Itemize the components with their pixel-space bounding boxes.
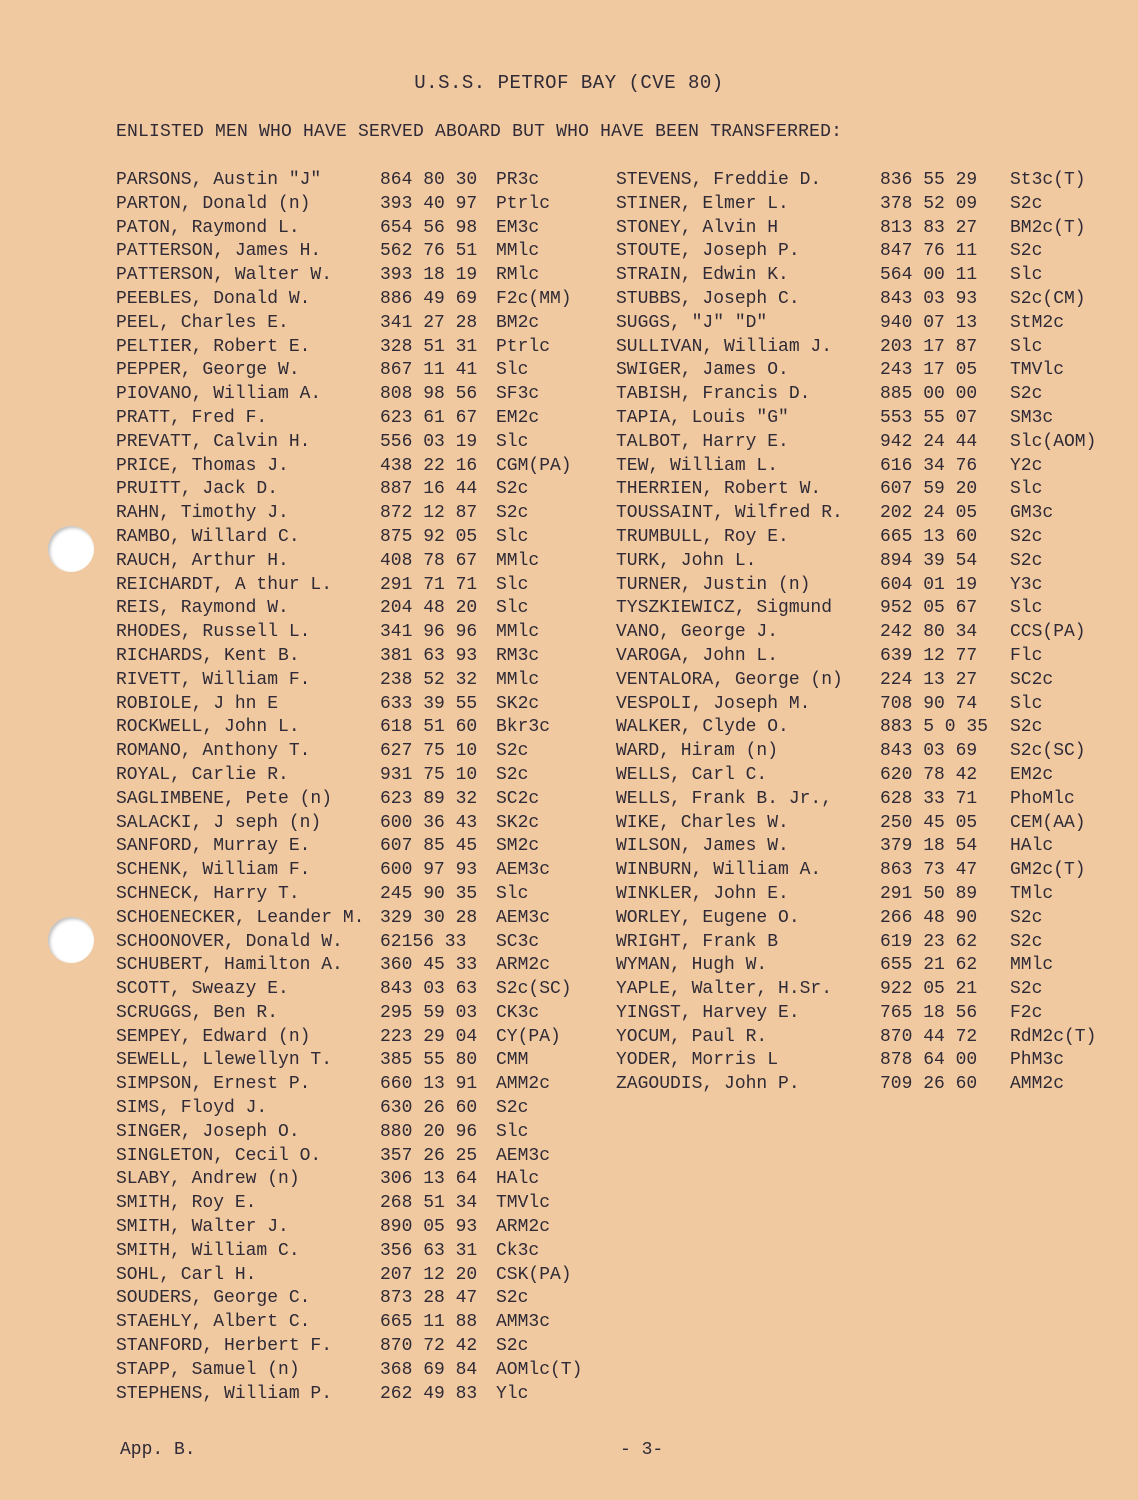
service-number: 618 51 60 [380,717,478,738]
sailor-name: RIVETT, William F. [116,669,311,690]
rate: Ylc [496,1383,529,1404]
service-number: 620 78 42 [880,764,978,785]
service-number: 630 26 60 [380,1098,478,1119]
sailor-name: SCRUGGS, Ben R. [116,1002,279,1023]
rate: Ptrlc [496,193,551,214]
service-number: 564 00 11 [880,265,978,286]
rate: F2c [1010,1002,1043,1023]
service-number: 379 18 54 [880,836,978,857]
service-number: 870 44 72 [880,1026,978,1047]
rate: EM2c [1010,764,1054,785]
rate: HAlc [1010,836,1054,857]
service-number: 242 80 34 [880,622,978,643]
sailor-name: SUGGS, "J" "D" [616,312,768,333]
rate: Ck3c [496,1240,540,1261]
service-number: 878 64 00 [880,1050,978,1071]
sailor-name: PELTIER, Robert E. [116,336,311,357]
sailor-name: YINGST, Harvey E. [616,1002,800,1023]
rate: Y2c [1010,455,1043,476]
rate: AMM2c [1010,1074,1065,1095]
service-number: 438 22 16 [380,455,478,476]
rate: S2c [1010,907,1043,928]
service-number: 378 52 09 [880,193,978,214]
rate: S2c [496,764,529,785]
service-number: 870 72 42 [380,1336,478,1357]
service-number: 245 90 35 [380,883,478,904]
service-number: 381 63 93 [380,645,478,666]
service-number: 639 12 77 [880,645,978,666]
rate: MMlc [496,669,540,690]
service-number: 765 18 56 [880,1002,978,1023]
service-number: 368 69 84 [380,1359,478,1380]
service-number: 890 05 93 [380,1217,478,1238]
sailor-name: SCHNECK, Harry T. [116,883,300,904]
sailor-name: PARSONS, Austin "J" [116,170,322,190]
rate: CSK(PA) [496,1264,572,1285]
service-number: 836 55 29 [880,170,978,190]
sailor-name: SIMS, Floyd J. [116,1098,268,1119]
rate: Slc [496,431,529,452]
sailor-name: SOHL, Carl H. [116,1264,257,1285]
service-number: 204 48 20 [380,598,478,619]
rate: MMlc [496,241,540,262]
rate: ARM2c [496,1217,551,1238]
rate: S2c(CM) [1010,288,1086,309]
rate: Slc(AOM) [1010,431,1097,452]
service-number: 623 89 32 [380,788,478,809]
service-number: 886 49 69 [380,288,478,309]
service-number: 224 13 27 [880,669,978,690]
page-subtitle: ENLISTED MEN WHO HAVE SERVED ABOARD BUT WHO HAVE BEEN TRANSFERRED: [116,122,843,142]
rate: PhoMlc [1010,788,1075,809]
rate: Slc [1010,336,1043,357]
sailor-name: STUBBS, Joseph C. [616,288,800,309]
service-number: 709 26 60 [880,1074,978,1095]
sailor-name: PEPPER, George W. [116,360,300,381]
sailor-name: SCHOONOVER, Donald W. [116,931,343,952]
rate: Slc [496,360,529,381]
service-number: 600 97 93 [380,860,478,881]
sailor-name: TOUSSAINT, Wilfred R. [616,503,843,524]
rate: Slc [1010,479,1043,500]
rate: PhM3c [1010,1050,1065,1071]
rate: CCS(PA) [1010,622,1086,643]
sailor-name: SCHUBERT, Hamilton A. [116,955,343,976]
service-number: 633 39 55 [380,693,478,714]
rate: SM3c [1010,407,1054,428]
sailor-name: SCHOENECKER, Leander M. [116,907,365,928]
sailor-name: PEEL, Charles E. [116,312,289,333]
rate: BM2c(T) [1010,217,1086,238]
service-number: 223 29 04 [380,1026,478,1047]
sailor-name: STAEHLY, Albert C. [116,1312,311,1333]
service-number: 616 34 76 [880,455,978,476]
rate: HAlc [496,1169,540,1190]
rate: RM3c [496,645,540,666]
sailor-name: SLABY, Andrew (n) [116,1169,300,1190]
sailor-name: WINKLER, John E. [616,883,789,904]
service-number: 306 13 64 [380,1169,478,1190]
service-number: 393 40 97 [380,193,478,214]
service-number: 243 17 05 [880,360,978,381]
sailor-name: RHODES, Russell L. [116,622,311,643]
service-number: 654 56 98 [380,217,478,238]
service-number: 922 05 21 [880,979,978,1000]
sailor-name: PRUITT, Jack D. [116,479,279,500]
service-number: 607 59 20 [880,479,978,500]
sailor-name: SAGLIMBENE, Pete (n) [116,788,333,809]
rate: RdM2c(T) [1010,1026,1097,1047]
service-number: 843 03 63 [380,979,478,1000]
service-number: 553 55 07 [880,407,978,428]
service-number: 665 13 60 [880,526,978,547]
sailor-name: WELLS, Carl C. [616,764,768,785]
rate: SK2c [496,693,540,714]
rate: S2c [1010,384,1043,405]
sailor-name: ROCKWELL, John L. [116,717,300,738]
rate: Bkr3c [496,717,551,738]
service-number: 341 96 96 [380,622,478,643]
rate: EM2c [496,407,540,428]
sailor-name: SCOTT, Sweazy E. [116,979,289,1000]
service-number: 262 49 83 [380,1383,478,1404]
sailor-name: YODER, Morris L [616,1050,779,1071]
rate: TMVlc [496,1193,551,1214]
rate: AMM3c [496,1312,551,1333]
rate: S2c(SC) [496,979,572,1000]
service-number: 885 00 00 [880,384,978,405]
sailor-name: STEPHENS, William P. [116,1383,333,1404]
rate: Slc [1010,693,1043,714]
service-number: 708 90 74 [880,693,978,714]
rate: S2c [1010,193,1043,214]
sailor-name: WALKER, Clyde O. [616,717,789,738]
rate: S2c [496,1098,529,1119]
rate: SM2c [496,836,540,857]
service-number: 207 12 20 [380,1264,478,1285]
appendix-label: App. B. [120,1440,196,1460]
rate: Slc [1010,265,1043,286]
service-number: 250 45 05 [880,812,978,833]
service-number: 883 5 0 35 [880,717,989,738]
sailor-name: SMITH, William C. [116,1240,300,1261]
punch-hole [48,917,94,963]
service-number: 808 98 56 [380,384,478,405]
rate: PR3c [496,170,540,190]
sailor-name: WILSON, James W. [616,836,789,857]
sailor-name: TURNER, Justin (n) [616,574,811,595]
rate: Slc [1010,598,1043,619]
sailor-name: SINGLETON, Cecil O. [116,1145,322,1166]
sailor-name: THERRIEN, Robert W. [616,479,822,500]
service-number: 357 26 25 [380,1145,478,1166]
sailor-name: STONEY, Alvin H [616,217,779,238]
sailor-name: TURK, John L. [616,550,757,571]
rate: S2c [496,1336,529,1357]
sailor-name: REIS, Raymond W. [116,598,289,619]
service-number: 356 63 31 [380,1240,478,1261]
sailor-name: VANO, George J. [616,622,779,643]
service-number: 843 03 69 [880,741,978,762]
service-number: 867 11 41 [380,360,478,381]
rate: MMlc [496,622,540,643]
rate: SK2c [496,812,540,833]
service-number: 931 75 10 [380,764,478,785]
service-number: 341 27 28 [380,312,478,333]
rate: S2c [1010,931,1043,952]
sailor-name: ROMANO, Anthony T. [116,741,311,762]
sailor-name: SIMPSON, Ernest P. [116,1074,311,1095]
service-number: 655 21 62 [880,955,978,976]
rate: TMlc [1010,883,1054,904]
service-number: 408 78 67 [380,550,478,571]
service-number: 813 83 27 [880,217,978,238]
rate: SF3c [496,384,540,405]
service-number: 952 05 67 [880,598,978,619]
rate: SC2c [1010,669,1054,690]
sailor-name: PATTERSON, Walter W. [116,265,333,286]
sailor-name: TAPIA, Louis "G" [616,407,789,428]
rate: MMlc [496,550,540,571]
sailor-name: PRICE, Thomas J. [116,455,289,476]
sailor-name: STAPP, Samuel (n) [116,1359,300,1380]
service-number: 843 03 93 [880,288,978,309]
rate: S2c [496,503,529,524]
sailor-name: TALBOT, Harry E. [616,431,789,452]
sailor-name: SWIGER, James O. [616,360,789,381]
rate: CK3c [496,1002,540,1023]
rate: Ptrlc [496,336,551,357]
sailor-name: PIOVANO, William A. [116,384,322,405]
sailor-name: SINGER, Joseph O. [116,1121,300,1142]
service-number: 203 17 87 [880,336,978,357]
service-number: 665 11 88 [380,1312,478,1333]
sailor-name: STEVENS, Freddie D. [616,170,822,190]
rate: St3c(T) [1010,170,1086,190]
service-number: 940 07 13 [880,312,978,333]
rate: Slc [496,526,529,547]
sailor-name: REICHARDT, A thur L. [116,574,333,595]
service-number: 329 30 28 [380,907,478,928]
sailor-name: TABISH, Francis D. [616,384,811,405]
service-number: 62156 33 [380,931,467,952]
service-number: 660 13 91 [380,1074,478,1095]
rate: CMM [496,1050,529,1071]
rate: Slc [496,574,529,595]
sailor-name: STOUTE, Joseph P. [616,241,800,262]
page-title: U.S.S. PETROF BAY (CVE 80) [414,72,724,94]
rate: StM2c [1010,312,1065,333]
rate: GM3c [1010,503,1054,524]
service-number: 295 59 03 [380,1002,478,1023]
service-number: 628 33 71 [880,788,978,809]
page-number: - 3- [620,1440,664,1460]
sailor-name: RAUCH, Arthur H. [116,550,289,571]
rate: RMlc [496,265,540,286]
service-number: 291 50 89 [880,883,978,904]
sailor-name: RAHN, Timothy J. [116,503,289,524]
service-number: 202 24 05 [880,503,978,524]
sailor-name: STRAIN, Edwin K. [616,265,789,286]
punch-hole [48,526,94,572]
service-number: 600 36 43 [380,812,478,833]
sailor-name: SANFORD, Murray E. [116,836,311,857]
service-number: 942 24 44 [880,431,978,452]
service-number: 604 01 19 [880,574,978,595]
service-number: 238 52 32 [380,669,478,690]
sailor-name: VENTALORA, George (n) [616,669,843,690]
sailor-name: SALACKI, J seph (n) [116,812,322,833]
sailor-name: TEW, William L. [616,455,779,476]
service-number: 268 51 34 [380,1193,478,1214]
sailor-name: RICHARDS, Kent B. [116,645,300,666]
sailor-name: VAROGA, John L. [616,645,779,666]
rate: S2c [1010,550,1043,571]
service-number: 627 75 10 [380,741,478,762]
rate: S2c [1010,979,1043,1000]
service-number: 360 45 33 [380,955,478,976]
rate: S2c [1010,526,1043,547]
sailor-name: TYSZKIEWICZ, Sigmund [616,598,833,619]
service-number: 887 16 44 [380,479,478,500]
sailor-name: SEWELL, Llewellyn T. [116,1050,333,1071]
sailor-name: STANFORD, Herbert F. [116,1336,333,1357]
rate: S2c [496,1288,529,1309]
service-number: 291 71 71 [380,574,478,595]
sailor-name: WYMAN, Hugh W. [616,955,768,976]
rate: S2c [496,479,529,500]
rate: GM2c(T) [1010,860,1086,881]
service-number: 880 20 96 [380,1121,478,1142]
rate: AMM2c [496,1074,551,1095]
rate: CEM(AA) [1010,812,1086,833]
sailor-name: RAMBO, Willard C. [116,526,300,547]
service-number: 266 48 90 [880,907,978,928]
rate: Slc [496,598,529,619]
rate: SC3c [496,931,540,952]
sailor-name: PARTON, Donald (n) [116,193,311,214]
service-number: 864 80 30 [380,170,478,190]
sailor-name: SCHENK, William F. [116,860,311,881]
sailor-name: WARD, Hiram (n) [616,741,779,762]
sailor-name: WIKE, Charles W. [616,812,789,833]
rate: ARM2c [496,955,551,976]
sailor-name: PRATT, Fred F. [116,407,268,428]
service-number: 894 39 54 [880,550,978,571]
rate: F2c(MM) [496,288,572,309]
service-number: 562 76 51 [380,241,478,262]
service-number: 619 23 62 [880,931,978,952]
service-number: 328 51 31 [380,336,478,357]
service-number: 556 03 19 [380,431,478,452]
rate: BM2c [496,312,540,333]
rate: AEM3c [496,860,551,881]
rate: Slc [496,883,529,904]
rate: CGM(PA) [496,455,572,476]
service-number: 863 73 47 [880,860,978,881]
sailor-name: TRUMBULL, Roy E. [616,526,789,547]
sailor-name: WRIGHT, Frank B [616,931,779,952]
service-number: 623 61 67 [380,407,478,428]
sailor-name: SMITH, Walter J. [116,1217,289,1238]
sailor-name: PATTERSON, James H. [116,241,322,262]
service-number: 872 12 87 [380,503,478,524]
sailor-name: PEEBLES, Donald W. [116,288,311,309]
sailor-name: PATON, Raymond L. [116,217,300,238]
sailor-name: ROYAL, Carlie R. [116,764,289,785]
sailor-name: WORLEY, Eugene O. [616,907,800,928]
rate: S2c [1010,717,1043,738]
sailor-name: SMITH, Roy E. [116,1193,257,1214]
rate: CY(PA) [496,1026,561,1047]
sailor-name: ZAGOUDIS, John P. [616,1074,800,1095]
rate: S2c [1010,241,1043,262]
sailor-name: WINBURN, William A. [616,860,822,881]
sailor-name: ROBIOLE, J hn E [116,693,279,714]
sailor-name: VESPOLI, Joseph M. [616,693,811,714]
service-number: 873 28 47 [380,1288,478,1309]
service-number: 847 76 11 [880,241,978,262]
rate: MMlc [1010,955,1054,976]
service-number: 385 55 80 [380,1050,478,1071]
rate: TMVlc [1010,360,1065,381]
sailor-name: YAPLE, Walter, H.Sr. [616,979,833,1000]
rate: AOMlc(T) [496,1359,583,1380]
sailor-name: SEMPEY, Edward (n) [116,1026,311,1047]
rate: S2c(SC) [1010,741,1086,762]
rate: SC2c [496,788,540,809]
rate: AEM3c [496,1145,551,1166]
service-number: 607 85 45 [380,836,478,857]
sailor-name: STINER, Elmer L. [616,193,789,214]
rate: Slc [496,1121,529,1142]
sailor-name: SOUDERS, George C. [116,1288,311,1309]
rate: S2c [496,741,529,762]
rate: Y3c [1010,574,1043,595]
sailor-name: YOCUM, Paul R. [616,1026,768,1047]
sailor-name: WELLS, Frank B. Jr., [616,788,833,809]
sailor-name: SULLIVAN, William J. [616,336,833,357]
rate: Flc [1010,645,1043,666]
sailor-name: PREVATT, Calvin H. [116,431,311,452]
rate: AEM3c [496,907,551,928]
service-number: 875 92 05 [380,526,478,547]
service-number: 393 18 19 [380,265,478,286]
rate: EM3c [496,217,540,238]
